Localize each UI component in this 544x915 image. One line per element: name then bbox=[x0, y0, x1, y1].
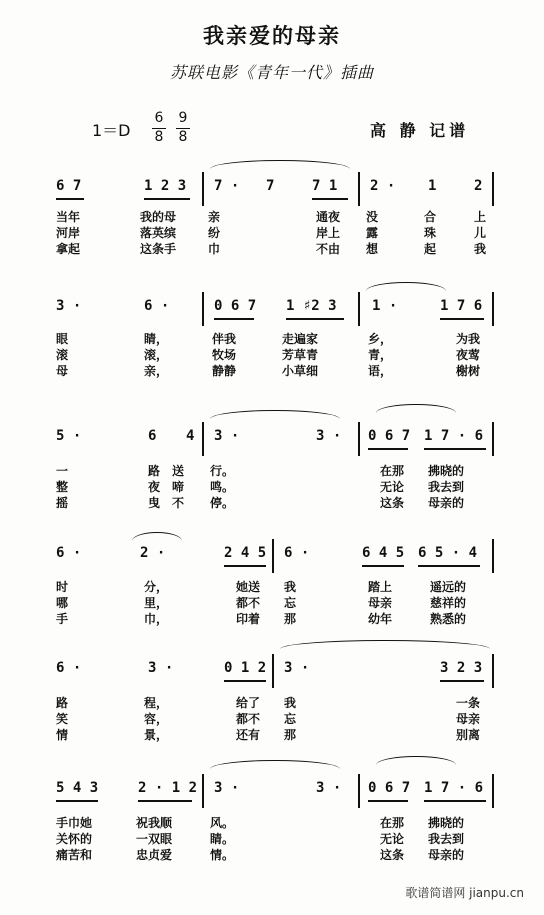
lyric-syllable: 这条手 bbox=[140, 242, 177, 256]
beam-line bbox=[312, 198, 348, 200]
lyric-syllable: 她送 bbox=[236, 580, 261, 594]
note-group: 2 bbox=[474, 178, 483, 194]
lyric-syllable: 巾， bbox=[144, 612, 169, 626]
lyric-syllable: 露 bbox=[366, 226, 379, 240]
bar-line bbox=[202, 774, 204, 808]
beam-line bbox=[424, 448, 486, 450]
key-signature: 1＝D bbox=[92, 121, 131, 140]
note-group: 6 · bbox=[56, 545, 82, 561]
lyric-syllable: 我 bbox=[284, 696, 297, 710]
lyric-syllable: 景， bbox=[144, 728, 169, 742]
lyric-syllable: 在那 bbox=[380, 816, 405, 830]
lyric-syllable: 珠 bbox=[424, 226, 437, 240]
lyric-syllable: 摇 bbox=[56, 496, 69, 510]
note-group: 2 · 1 2 bbox=[138, 780, 198, 796]
song-subtitle: 苏联电影《青年一代》插曲 bbox=[169, 63, 374, 82]
lyric-syllable: 睛， bbox=[144, 332, 169, 346]
lyric-syllable: 无论 bbox=[380, 832, 405, 846]
note-group: 3 · bbox=[316, 428, 342, 444]
lyric-syllable: 不 bbox=[172, 496, 185, 510]
note-group: 1 7 · 6 bbox=[424, 780, 484, 796]
lyric-syllable: 情 bbox=[56, 728, 69, 742]
lyric-syllable: 亲 bbox=[208, 210, 221, 224]
note-group: 3 · bbox=[56, 298, 82, 314]
lyric-syllable: 曳 bbox=[148, 496, 161, 510]
bar-line bbox=[492, 654, 494, 688]
beam-line bbox=[138, 800, 192, 802]
lyric-syllable: 忘 bbox=[284, 596, 297, 610]
lyric-syllable: 这条 bbox=[380, 848, 405, 862]
lyric-syllable: 别离 bbox=[456, 728, 481, 742]
lyric-syllable: 没 bbox=[366, 210, 379, 224]
lyric-syllable: 亲， bbox=[144, 364, 169, 378]
note-group: 7 1 bbox=[312, 178, 338, 194]
bar-line bbox=[492, 539, 494, 573]
lyric-syllable: 起 bbox=[424, 242, 437, 256]
lyric-syllable: 母亲 bbox=[368, 596, 393, 610]
tie-slur bbox=[366, 282, 446, 291]
tie-slur bbox=[280, 640, 490, 649]
lyric-syllable: 牧场 bbox=[212, 348, 237, 362]
lyric-syllable: 送 bbox=[172, 464, 185, 478]
tie-slur bbox=[376, 756, 456, 765]
lyric-syllable: 程， bbox=[144, 696, 169, 710]
beam-line bbox=[362, 565, 404, 567]
note-group: 1 7 · 6 bbox=[424, 428, 484, 444]
lyric-syllable: 路 bbox=[148, 464, 161, 478]
lyric-syllable: 熟悉的 bbox=[430, 612, 467, 626]
bar-line bbox=[358, 422, 360, 456]
note-group: 2 · bbox=[370, 178, 396, 194]
lyric-syllable: 一双眼 bbox=[136, 832, 173, 846]
lyric-syllable: 伴我 bbox=[212, 332, 237, 346]
lyric-syllable: 母亲的 bbox=[428, 496, 465, 510]
site-watermark: 歌谱简谱网 jianpu.cn bbox=[405, 886, 524, 900]
lyric-syllable: 拂晓的 bbox=[428, 816, 465, 830]
note-group: 5 · bbox=[56, 428, 82, 444]
bar-line bbox=[492, 774, 494, 808]
tie-slur bbox=[210, 160, 350, 169]
note-group: 6 4 5 bbox=[362, 545, 405, 561]
lyric-syllable: 岸上 bbox=[316, 226, 341, 240]
lyric-syllable: 啼 bbox=[172, 480, 185, 494]
note-group: 7 bbox=[266, 178, 275, 194]
tie-slur bbox=[210, 760, 340, 769]
bar-line bbox=[358, 774, 360, 808]
lyric-syllable: 母 bbox=[56, 364, 69, 378]
tie-slur bbox=[132, 532, 182, 541]
lyric-syllable: 一 bbox=[56, 464, 69, 478]
lyric-syllable: 容， bbox=[144, 712, 169, 726]
lyric-syllable: 那 bbox=[284, 612, 297, 626]
bar-line bbox=[358, 292, 360, 326]
time-signature-2-denominator: 8 bbox=[178, 129, 188, 145]
lyric-syllable: 分， bbox=[144, 580, 169, 594]
note-group: 6 · bbox=[56, 660, 82, 676]
lyric-syllable: 滚 bbox=[56, 348, 69, 362]
lyric-syllable: 榭树 bbox=[456, 364, 481, 378]
lyric-syllable: 还有 bbox=[236, 728, 261, 742]
bar-line bbox=[492, 292, 494, 326]
lyric-syllable: 给了 bbox=[236, 696, 261, 710]
note-group: 2 4 5 bbox=[224, 545, 267, 561]
lyric-syllable: 我 bbox=[284, 580, 297, 594]
note-group: 6 5 · 4 bbox=[418, 545, 478, 561]
time-signature-1-numerator: 6 bbox=[154, 110, 164, 126]
lyric-syllable: 当年 bbox=[56, 210, 81, 224]
lyric-syllable: 想 bbox=[366, 242, 379, 256]
lyric-syllable: 印着 bbox=[236, 612, 261, 626]
lyric-syllable: 都不 bbox=[236, 712, 261, 726]
note-group: 3 · bbox=[148, 660, 174, 676]
note-group: 4 bbox=[186, 428, 195, 444]
note-group: 1 · bbox=[372, 298, 398, 314]
lyric-syllable: 语， bbox=[368, 364, 393, 378]
lyric-syllable: 小草细 bbox=[282, 364, 319, 378]
lyric-syllable: 我去到 bbox=[428, 480, 465, 494]
lyric-syllable: 睛。 bbox=[210, 832, 235, 846]
beam-line bbox=[418, 565, 480, 567]
lyric-syllable: 风。 bbox=[210, 816, 235, 830]
beam-line bbox=[56, 198, 84, 200]
lyric-syllable: 我去到 bbox=[428, 832, 465, 846]
beam-line bbox=[224, 565, 266, 567]
lyric-syllable: 巾 bbox=[208, 242, 221, 256]
lyric-syllable: 鸣。 bbox=[210, 480, 235, 494]
lyric-syllable: 拂晓的 bbox=[428, 464, 465, 478]
note-group: 3 · bbox=[284, 660, 310, 676]
note-group: 5 4 3 bbox=[56, 780, 99, 796]
note-group: 6 · bbox=[144, 298, 170, 314]
note-group: 3 · bbox=[214, 780, 240, 796]
lyric-syllable: 我 bbox=[474, 242, 487, 256]
lyric-syllable: 停。 bbox=[210, 496, 235, 510]
lyric-syllable: 夜 bbox=[148, 480, 161, 494]
lyric-syllable: 乡， bbox=[368, 332, 393, 346]
lyric-syllable: 儿 bbox=[474, 226, 487, 240]
lyric-syllable: 无论 bbox=[380, 480, 405, 494]
note-group: 1 7 6 bbox=[440, 298, 483, 314]
bar-line bbox=[202, 172, 204, 206]
lyric-syllable: 通夜 bbox=[316, 210, 341, 224]
beam-line bbox=[368, 800, 408, 802]
lyric-syllable: 路 bbox=[56, 696, 69, 710]
beam-line bbox=[440, 680, 484, 682]
lyric-syllable: 这条 bbox=[380, 496, 405, 510]
lyric-syllable: 拿起 bbox=[56, 242, 81, 256]
lyric-syllable: 上 bbox=[474, 210, 487, 224]
lyric-syllable: 时 bbox=[56, 580, 69, 594]
lyric-syllable: 河岸 bbox=[56, 226, 81, 240]
beam-line bbox=[424, 800, 486, 802]
lyric-syllable: 母亲 bbox=[456, 712, 481, 726]
bar-line bbox=[492, 422, 494, 456]
lyric-syllable: 合 bbox=[424, 210, 437, 224]
lyric-syllable: 眼 bbox=[56, 332, 69, 346]
note-group: 0 6 7 bbox=[368, 780, 411, 796]
bar-line bbox=[358, 172, 360, 206]
beam-line bbox=[224, 680, 266, 682]
lyric-syllable: 静静 bbox=[212, 364, 237, 378]
lyric-syllable: 夜莺 bbox=[456, 348, 481, 362]
lyric-syllable: 青， bbox=[368, 348, 393, 362]
note-group: 2 · bbox=[140, 545, 166, 561]
beam-line bbox=[286, 318, 344, 320]
note-group: 6 bbox=[148, 428, 157, 444]
bar-line bbox=[202, 292, 204, 326]
beam-line bbox=[368, 448, 408, 450]
lyric-syllable: 走遍家 bbox=[282, 332, 319, 346]
note-group: 3 · bbox=[316, 780, 342, 796]
lyric-syllable: 芳草青 bbox=[282, 348, 319, 362]
lyric-syllable: 幼年 bbox=[368, 612, 393, 626]
lyric-syllable: 落英缤 bbox=[140, 226, 177, 240]
bar-line bbox=[202, 422, 204, 456]
lyric-syllable: 痛苦和 bbox=[56, 848, 93, 862]
bar-line bbox=[272, 539, 274, 573]
note-group: 0 6 7 bbox=[368, 428, 411, 444]
lyric-syllable: 忠贞爱 bbox=[136, 848, 173, 862]
lyric-syllable: 忘 bbox=[284, 712, 297, 726]
lyric-syllable: 情。 bbox=[210, 848, 235, 862]
lyric-syllable: 一条 bbox=[456, 696, 481, 710]
lyric-syllable: 笑 bbox=[56, 712, 69, 726]
tie-slur bbox=[376, 404, 456, 413]
lyric-syllable: 踏上 bbox=[368, 580, 393, 594]
note-group: 3 · bbox=[214, 428, 240, 444]
note-group: 3 2 3 bbox=[440, 660, 483, 676]
lyric-syllable: 关怀的 bbox=[56, 832, 93, 846]
note-group: 7 · bbox=[214, 178, 240, 194]
time-signature-1-denominator: 8 bbox=[154, 129, 164, 145]
lyric-syllable: 遥远的 bbox=[430, 580, 467, 594]
note-group: 0 6 7 bbox=[214, 298, 257, 314]
bar-line bbox=[492, 172, 494, 206]
note-group: 0 1 2 bbox=[224, 660, 267, 676]
note-group: 1 2 3 bbox=[144, 178, 187, 194]
lyric-syllable: 手 bbox=[56, 612, 69, 626]
lyric-syllable: 都不 bbox=[236, 596, 261, 610]
beam-line bbox=[440, 318, 484, 320]
note-group: 6 7 bbox=[56, 178, 82, 194]
beam-line bbox=[144, 198, 190, 200]
note-group: 1 ♯2 3 bbox=[286, 298, 337, 314]
lyric-syllable: 为我 bbox=[456, 332, 481, 346]
lyric-syllable: 手巾她 bbox=[56, 816, 93, 830]
lyric-syllable: 我的母 bbox=[140, 210, 177, 224]
lyric-syllable: 纷 bbox=[208, 226, 221, 240]
lyric-syllable: 慈祥的 bbox=[430, 596, 467, 610]
note-group: 6 · bbox=[284, 545, 310, 561]
lyric-syllable: 不由 bbox=[316, 242, 341, 256]
tie-slur bbox=[210, 410, 340, 419]
transcriber-credit: 高 静 记谱 bbox=[370, 121, 470, 140]
lyric-syllable: 里， bbox=[144, 596, 169, 610]
lyric-syllable: 滚， bbox=[144, 348, 169, 362]
note-group: 1 bbox=[428, 178, 437, 194]
lyric-syllable: 母亲的 bbox=[428, 848, 465, 862]
lyric-syllable: 在那 bbox=[380, 464, 405, 478]
song-title: 我亲爱的母亲 bbox=[203, 24, 341, 48]
beam-line bbox=[56, 800, 98, 802]
lyric-syllable: 祝我顺 bbox=[136, 816, 173, 830]
bar-line bbox=[272, 654, 274, 688]
lyric-syllable: 哪 bbox=[56, 596, 69, 610]
lyric-syllable: 整 bbox=[56, 480, 69, 494]
lyric-syllable: 行。 bbox=[210, 464, 235, 478]
lyric-syllable: 那 bbox=[284, 728, 297, 742]
time-signature-2-numerator: 9 bbox=[178, 110, 188, 126]
beam-line bbox=[214, 318, 254, 320]
